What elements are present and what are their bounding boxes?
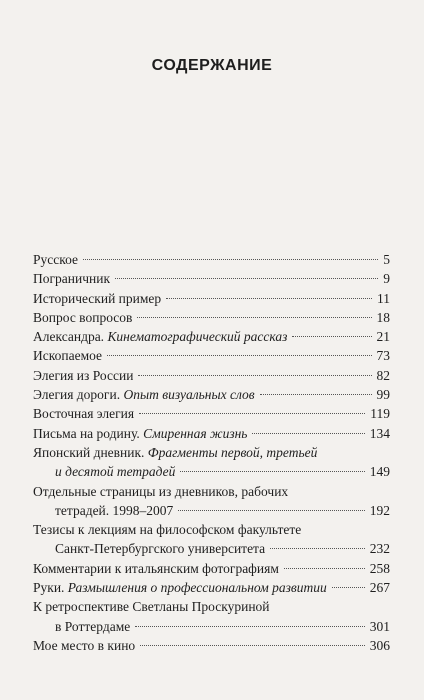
toc-title-subtitle: Размышления о профессиональном развитии <box>67 580 327 596</box>
toc-entry-title <box>55 617 130 636</box>
toc-entry-title <box>33 308 132 327</box>
toc-entry-title <box>33 327 287 346</box>
toc-entry-title <box>33 289 161 308</box>
toc-entry <box>33 346 390 365</box>
toc-entry-line <box>33 385 390 404</box>
dot-leader <box>180 471 364 472</box>
toc-page-number: 119 <box>370 406 390 422</box>
toc-title-plain: Восточная элегия <box>33 406 135 422</box>
toc-entry-title <box>55 462 175 481</box>
toc-entry-line <box>33 462 390 481</box>
toc-entry-line <box>33 501 390 520</box>
toc-entry <box>33 443 390 482</box>
toc-entry-title <box>33 597 270 616</box>
toc-entry-title <box>33 385 255 404</box>
toc-entry-title <box>33 366 133 385</box>
toc-page-number: 21 <box>376 329 390 345</box>
dot-leader <box>115 278 378 279</box>
toc-page-number: 306 <box>369 637 390 653</box>
dot-leader <box>252 433 364 434</box>
toc-entry-line <box>33 269 390 288</box>
dot-leader <box>139 413 365 414</box>
toc-entry <box>33 424 390 443</box>
toc-entry-title <box>33 346 102 365</box>
toc-page-number: 232 <box>369 541 390 557</box>
toc-title-subtitle: Опыт визуальных слов <box>123 387 255 403</box>
toc-title-plain: Тезисы к лекциям на философском факультете <box>33 522 302 538</box>
toc-page-number: 73 <box>376 348 390 364</box>
toc-title-plain: Русское <box>33 252 79 267</box>
toc-entry-line <box>33 327 390 346</box>
toc-title-subtitle: и десятой тетрадей <box>55 464 176 480</box>
toc-entry-title <box>33 482 288 501</box>
toc-entry-line <box>33 308 390 327</box>
toc-entry-line <box>33 404 390 423</box>
dot-leader <box>137 317 371 318</box>
toc-page-number: 258 <box>369 560 390 576</box>
toc-entry <box>33 289 390 308</box>
toc-entry-line <box>33 250 390 269</box>
dot-leader <box>83 259 378 260</box>
toc-page-number: 267 <box>369 580 390 596</box>
toc-entry <box>33 269 390 288</box>
toc-entry-line <box>33 424 390 443</box>
toc-entry-title <box>55 539 265 558</box>
toc-title-plain: Письма на родину. <box>33 425 144 441</box>
toc-title-plain: Санкт-Петербургского университета <box>55 541 266 557</box>
toc-title-plain: тетрадей. 1998–2007 <box>55 502 174 518</box>
toc-title-plain: Элегия дороги. <box>33 387 124 403</box>
toc-page-number: 192 <box>369 502 390 518</box>
toc-entry <box>33 597 390 636</box>
toc-page-number: 11 <box>377 290 390 306</box>
contents-title: СОДЕРЖАНИЕ <box>151 57 273 74</box>
toc-title-plain: Пограничник <box>33 271 111 287</box>
toc-page-number: 301 <box>369 618 390 634</box>
dot-leader <box>107 355 371 356</box>
toc-page-number: 5 <box>383 252 390 267</box>
dot-leader <box>292 336 371 337</box>
toc-entry <box>33 250 390 269</box>
toc-entry-line <box>33 366 390 385</box>
toc-title-plain: Мое место в кино <box>33 637 136 653</box>
toc-title-plain: Отдельные страницы из дневников, рабочих <box>33 483 289 499</box>
toc-entry-title <box>33 559 279 578</box>
toc-page-number: 9 <box>383 271 390 287</box>
dot-leader <box>270 548 365 549</box>
toc-page-number: 82 <box>376 367 390 383</box>
toc-title-subtitle: Смиренная жизнь <box>143 425 248 441</box>
toc-title-plain: Вопрос вопросов <box>33 309 133 325</box>
toc-entry-title <box>33 443 317 462</box>
toc-entry-title <box>33 578 327 597</box>
toc-entry-line <box>33 636 390 655</box>
toc-title-plain: Руки. <box>33 580 68 596</box>
toc-entry <box>33 559 390 578</box>
toc-entry <box>33 482 390 521</box>
dot-leader <box>284 568 365 569</box>
toc-entry <box>33 385 390 404</box>
dot-leader <box>135 626 364 627</box>
toc-entry-line <box>33 578 390 597</box>
toc-title-plain: в Роттердаме <box>55 618 131 634</box>
toc-title-plain: Японский дневник. <box>33 444 148 460</box>
toc-entry-title <box>33 636 135 655</box>
toc-title-plain: Комментарии к итальянским фотографиям <box>33 560 279 576</box>
dot-leader <box>166 298 372 299</box>
toc-entry <box>33 520 390 559</box>
toc-title-plain: Элегия из России <box>33 367 134 383</box>
table-of-contents <box>33 250 390 655</box>
toc-title-plain: Александра. <box>33 329 108 345</box>
toc-title-plain: Ископаемое <box>33 348 103 364</box>
toc-entry-line <box>33 443 390 462</box>
toc-entry-title <box>33 404 134 423</box>
dot-leader <box>260 394 372 395</box>
toc-title-subtitle: Фрагменты первой, третьей <box>147 444 318 460</box>
toc-entry-title <box>33 424 247 443</box>
toc-entry <box>33 578 390 597</box>
dot-leader <box>332 587 365 588</box>
toc-page-number: 149 <box>369 464 390 480</box>
toc-entry-line <box>33 597 390 616</box>
toc-title-subtitle: Кинематографический рассказ <box>107 329 288 345</box>
dot-leader <box>140 645 365 646</box>
toc-entry <box>33 327 390 346</box>
toc-entry-line <box>33 617 390 636</box>
toc-entry <box>33 636 390 655</box>
toc-entry-title <box>55 501 173 520</box>
toc-title-plain: Исторический пример <box>33 290 162 306</box>
toc-title-plain: К ретроспективе Светланы Проскуриной <box>33 599 270 615</box>
toc-page-number: 134 <box>369 425 390 441</box>
toc-entry-line <box>33 346 390 365</box>
toc-entry-line <box>33 539 390 558</box>
toc-entry <box>33 366 390 385</box>
toc-entry <box>33 308 390 327</box>
dot-leader <box>138 375 371 376</box>
toc-entry-line <box>33 559 390 578</box>
toc-entry-line <box>33 520 390 539</box>
toc-page-number: 99 <box>376 387 390 403</box>
toc-entry-line <box>33 482 390 501</box>
toc-entry-line <box>33 289 390 308</box>
toc-page-number: 18 <box>376 309 390 325</box>
toc-entry-title <box>33 520 301 539</box>
dot-leader <box>178 510 364 511</box>
toc-entry-title <box>33 269 110 288</box>
toc-entry <box>33 404 390 423</box>
toc-entry-title <box>33 250 78 269</box>
